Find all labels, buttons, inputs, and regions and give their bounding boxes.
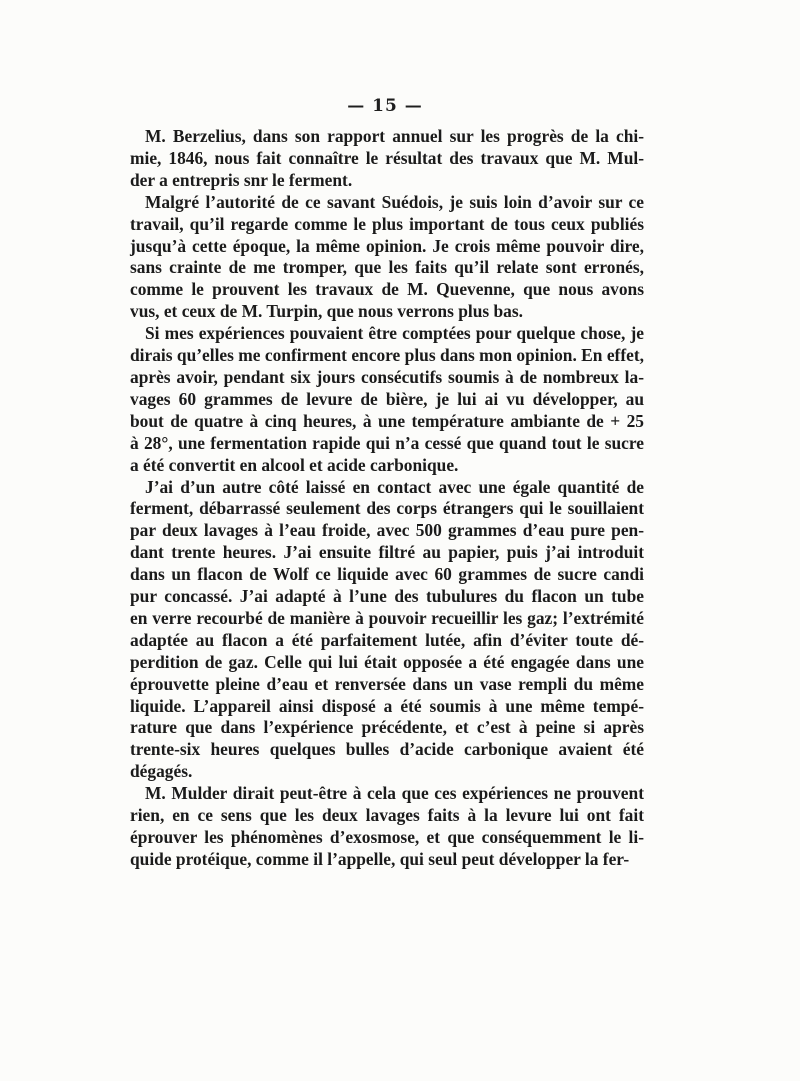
text-line: dirais qu’elles me confirment encore plus dans mon opinion. En effet,: [130, 345, 644, 366]
body-text: [130, 126, 644, 871]
text-line: trente-six heures quelques bulles d’acide carbonique avaient été: [130, 739, 644, 760]
text-line: mie, 1846, nous fait connaître le résultat des travaux que M. Mul-: [130, 147, 644, 168]
text-line: rature que dans l’expérience précédente, et c’est à peine si après: [130, 717, 644, 738]
paragraph: [130, 323, 644, 476]
text-line: vus, et ceux de M. Turpin, que nous verrons plus bas.: [130, 301, 523, 322]
text-line: perdition de gaz. Celle qui lui était opposée a été engagée dans une: [130, 651, 644, 672]
text-line: pur concassé. J’ai adapté à l’une des tubulures du flacon un tube: [130, 586, 644, 607]
text-line: bout de quatre à cinq heures, à une température ambiante de + 25: [130, 410, 644, 431]
text-line: en verre recourbé de manière à pouvoir recueillir les gaz; l’extrémité: [130, 607, 644, 628]
text-line: sans crainte de me tromper, que les faits qu’il relate sont erronés,: [130, 257, 644, 278]
paragraph: [130, 477, 644, 784]
text-line: der a entrepris snr le ferment.: [130, 169, 353, 190]
paragraph: [130, 783, 644, 871]
paragraph: [130, 126, 644, 192]
text-line: adaptée au flacon a été parfaitement lutée, afin d’éviter toute dé-: [130, 629, 644, 650]
paragraph: [130, 192, 644, 323]
text-line: comme le prouvent les travaux de M. Quevenne, que nous avons: [130, 279, 644, 300]
text-line: J’ai d’un autre côté laissé en contact avec une égale quantité de: [145, 476, 644, 497]
text-line: M. Berzelius, dans son rapport annuel sur les progrès de la chi-: [145, 126, 644, 146]
text-line: jusqu’à cette époque, la même opinion. Je crois même pouvoir dire,: [130, 235, 644, 256]
text-line: ferment, débarrassé seulement des corps étrangers qui le souillaient: [130, 498, 644, 519]
text-line: après avoir, pendant six jours consécutifs soumis à de nombreux la-: [130, 366, 644, 387]
text-line: liquide. L’appareil ainsi disposé a été soumis à une même tempé-: [130, 695, 644, 716]
text-line: Si mes expériences pouvaient être comptées pour quelque chose, je: [145, 323, 644, 344]
text-line: travail, qu’il regarde comme le plus important de tous ceux publiés: [130, 213, 644, 234]
text-line: vages 60 grammes de levure de bière, je lui ai vu développer, au: [130, 388, 644, 409]
text-line: dans un flacon de Wolf ce liquide avec 60 grammes de sucre candi: [130, 564, 644, 585]
text-line: Malgré l’autorité de ce savant Suédois, je suis loin d’avoir sur ce: [145, 191, 644, 212]
page-number: — 15 —: [347, 96, 423, 116]
text-line: à 28°, une fermentation rapide qui n’a cessé que quand tout le sucre: [130, 432, 644, 453]
text-line: M. Mulder dirait peut-être à cela que ces expériences ne prouvent: [145, 783, 644, 804]
text-line: éprouver les phénomènes d’exosmose, et que conséquemment le li-: [130, 827, 644, 847]
text-line: quide protéique, comme il l’appelle, qui seul peut développer la fer-: [130, 848, 630, 869]
text-line: a été convertit en alcool et acide carbonique.: [130, 454, 459, 475]
text-line: éprouvette pleine d’eau et renversée dans un vase rempli du même: [130, 673, 644, 694]
text-line: dant trente heures. J’ai ensuite filtré au papier, puis j’ai introduit: [130, 542, 644, 563]
text-line: dégagés.: [130, 761, 193, 782]
text-line: par deux lavages à l’eau froide, avec 500 grammes d’eau pure pen-: [130, 520, 644, 541]
text-line: rien, en ce sens que les deux lavages faits à la levure lui ont fait: [130, 805, 644, 826]
